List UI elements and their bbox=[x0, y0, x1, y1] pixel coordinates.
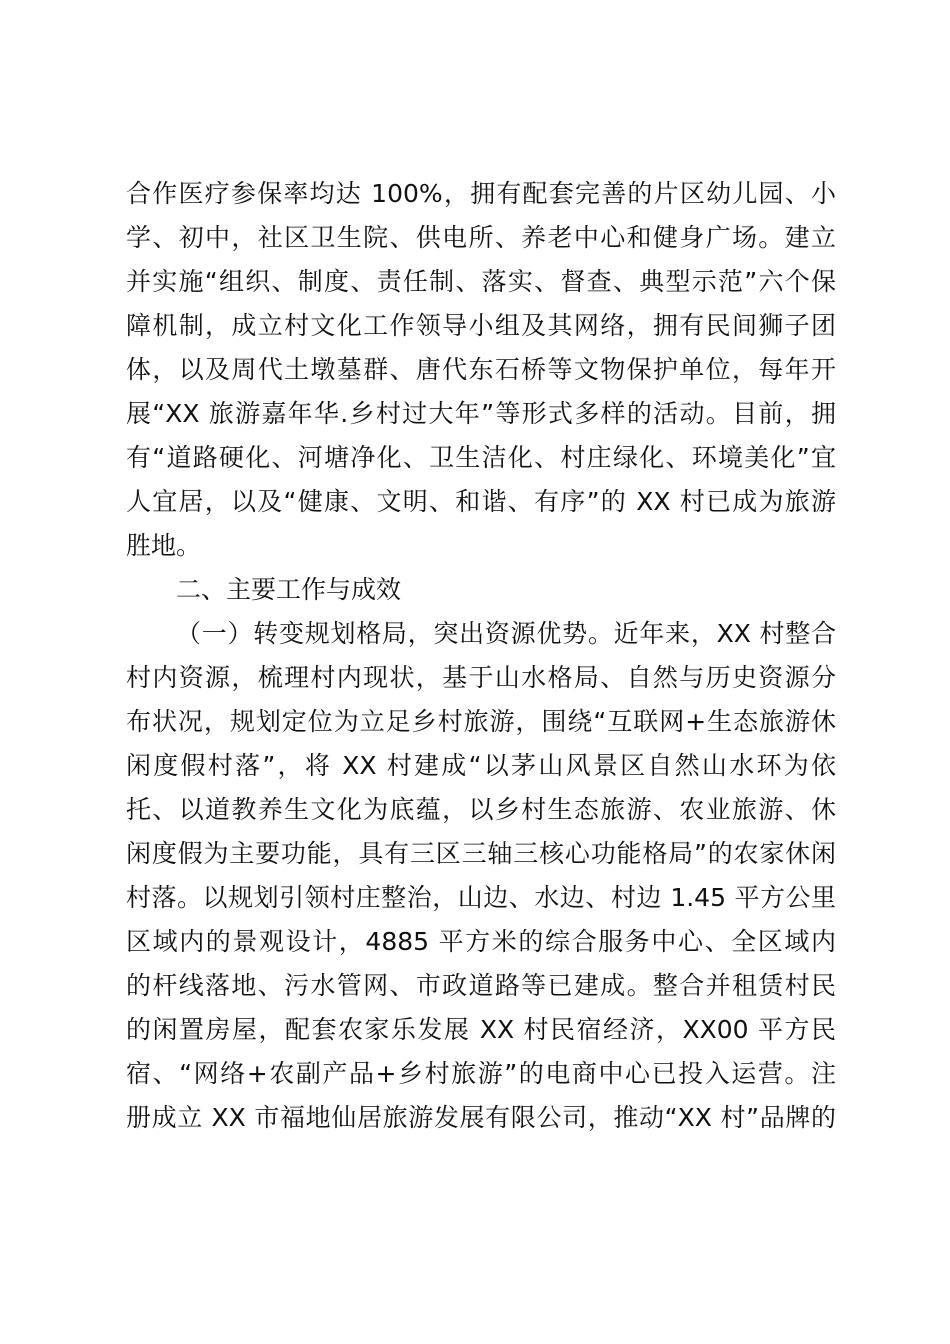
text-line: 闲度假村落”，将 XX 村建成“以茅山风景区自然山水环为依 bbox=[126, 751, 836, 780]
text-line: 闲度假为主要功能，具有三区三轴三核心功能格局”的农家休闲 bbox=[126, 839, 836, 868]
text-line: 宿、“网络+农副产品+乡村旅游”的电商中心已投入运营。注 bbox=[126, 1059, 836, 1088]
text-line: 布状况，规划定位为立足乡村旅游，围绕“互联网+生态旅游休 bbox=[126, 707, 836, 736]
text-line: 村落。以规划引领村庄整治，山边、水边、村边 1.45 平方公里 bbox=[126, 883, 836, 912]
text-line: 障机制，成立村文化工作领导小组及其网络，拥有民间狮子团 bbox=[126, 311, 836, 340]
text-line: 册成立 XX 市福地仙居旅游发展有限公司，推动“XX 村”品牌的 bbox=[126, 1103, 836, 1132]
section-heading: 二、主要工作与成效 bbox=[176, 575, 402, 604]
text-line: 人宜居，以及“健康、文明、和谐、有序”的 XX 村已成为旅游 bbox=[126, 487, 836, 516]
text-line: 区域内的景观设计，4885 平方米的综合服务中心、全区域内 bbox=[126, 927, 836, 956]
text-line: 展“XX 旅游嘉年华.乡村过大年”等形式多样的活动。目前，拥 bbox=[126, 399, 836, 428]
text-line: 体，以及周代土墩墓群、唐代东石桥等文物保护单位，每年开 bbox=[126, 355, 836, 384]
text-line: 胜地。 bbox=[126, 531, 202, 560]
text-line: 的杆线落地、污水管网、市政道路等已建成。整合并租赁村民 bbox=[126, 971, 836, 1000]
text-line: 有“道路硬化、河塘净化、卫生洁化、村庄绿化、环境美化”宜 bbox=[126, 443, 836, 472]
text-line: 合作医疗参保率均达 100%，拥有配套完善的片区幼儿园、小 bbox=[126, 179, 836, 208]
text-line: 学、初中，社区卫生院、供电所、养老中心和健身广场。建立 bbox=[126, 223, 836, 252]
text-line: 并实施“组织、制度、责任制、落实、督查、典型示范”六个保 bbox=[126, 267, 836, 296]
text-line: （一）转变规划格局，突出资源优势。近年来，XX 村整合 bbox=[176, 619, 836, 648]
text-line: 村内资源，梳理村内现状，基于山水格局、自然与历史资源分 bbox=[126, 663, 836, 692]
text-line: 托、以道教养生文化为底蕴，以乡村生态旅游、农业旅游、休 bbox=[126, 795, 836, 824]
text-line: 的闲置房屋，配套农家乐发展 XX 村民宿经济，XX00 平方民 bbox=[126, 1015, 836, 1044]
